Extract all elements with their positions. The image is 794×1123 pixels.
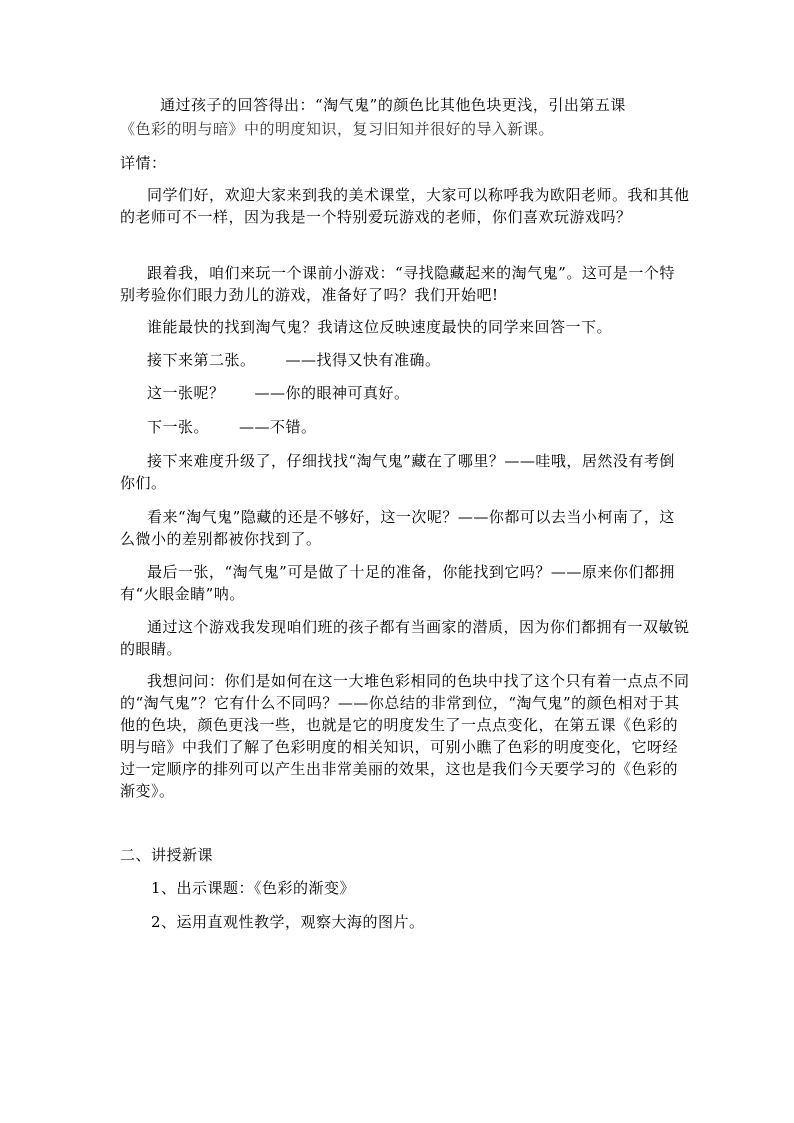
details-label: 详情： <box>120 154 167 172</box>
paragraph-this-one <box>120 382 690 404</box>
paragraph-greeting: 同学们好，欢迎大家来到我的美术课堂，大家可以称呼我为欧阳老师。我和其他的老师可不一样，因为我是一个特别爱玩游戏的老师，你们喜欢玩游戏吗？ <box>120 186 690 226</box>
paragraph-harder: 接下来难度升级了，仔细找找“淘气鬼”藏在了哪里？——哇哦，居然没有考倒你们。 <box>120 452 675 492</box>
paragraph-question: 我想问问：你们是如何在这一大堆色彩相同的色块中找了这个只有着一点点不同的“淘气鬼”？它有什么不同吗？——你总结的非常到位，“淘气鬼”的颜色相对于其他的色块，颜色更浅一些，也就是它的明度发生了一点点变化，在第五课《色彩的明与暗》中我们了解了色彩明度的相关知识，可别小瞧了色彩的明度变化，它呀经过一定顺序的排列可以产生出非常美丽的效果，这也是我们今天要学习的《色彩的渐变》。 <box>120 672 690 800</box>
section-heading: 二、讲授新课 <box>120 846 214 864</box>
paragraph-second-prompt: 接下来第二张。 <box>147 351 256 369</box>
paragraph-second <box>120 349 690 371</box>
paragraph-not-enough: 看来“淘气鬼”隐藏的还是不够好，这一次呢？——你都可以去当小柯南了，这么微小的差别都被你找到了。 <box>120 508 675 548</box>
intro-line-1: 通过孩子的回答得出：“淘气鬼”的颜色比其他色块更浅，引出第五课 <box>160 96 626 114</box>
section-item-1: 1、出示课题：《色彩的渐变》 <box>151 879 356 897</box>
paragraph-second-response: ——找得又快有准确。 <box>285 351 441 369</box>
paragraph-next-prompt: 下一张。 <box>147 418 210 436</box>
section-item-2: 2、运用直观性教学，观察大海的图片。 <box>151 913 425 931</box>
paragraph-last-one: 最后一张，“淘气鬼”可是做了十足的准备，你能找到它吗？——原来你们都拥有“火眼金睛”呐。 <box>120 563 675 603</box>
paragraph-conclusion: 通过这个游戏我发现咱们班的孩子都有当画家的潜质，因为你们都拥有一双敏锐的眼睛。 <box>120 618 690 658</box>
paragraph-who-fastest: 谁能最快的找到淘气鬼？我请这位反映速度最快的同学来回答一下。 <box>147 318 613 336</box>
paragraph-next <box>120 416 690 438</box>
paragraph-this-one-prompt: 这一张呢？ <box>147 384 225 402</box>
intro-line-2: 《色彩的明与暗》中的明度知识，复习旧知并很好的导入新课。 <box>120 120 555 138</box>
paragraph-next-response: ——不错。 <box>239 418 317 436</box>
paragraph-this-one-response: ——你的眼神可真好。 <box>254 384 410 402</box>
paragraph-game-intro: 跟着我，咱们来玩一个课前小游戏：“寻找隐藏起来的淘气鬼”。这可是一个特别考验你们眼力劲儿的游戏，准备好了吗？我们开始吧! <box>120 264 675 304</box>
